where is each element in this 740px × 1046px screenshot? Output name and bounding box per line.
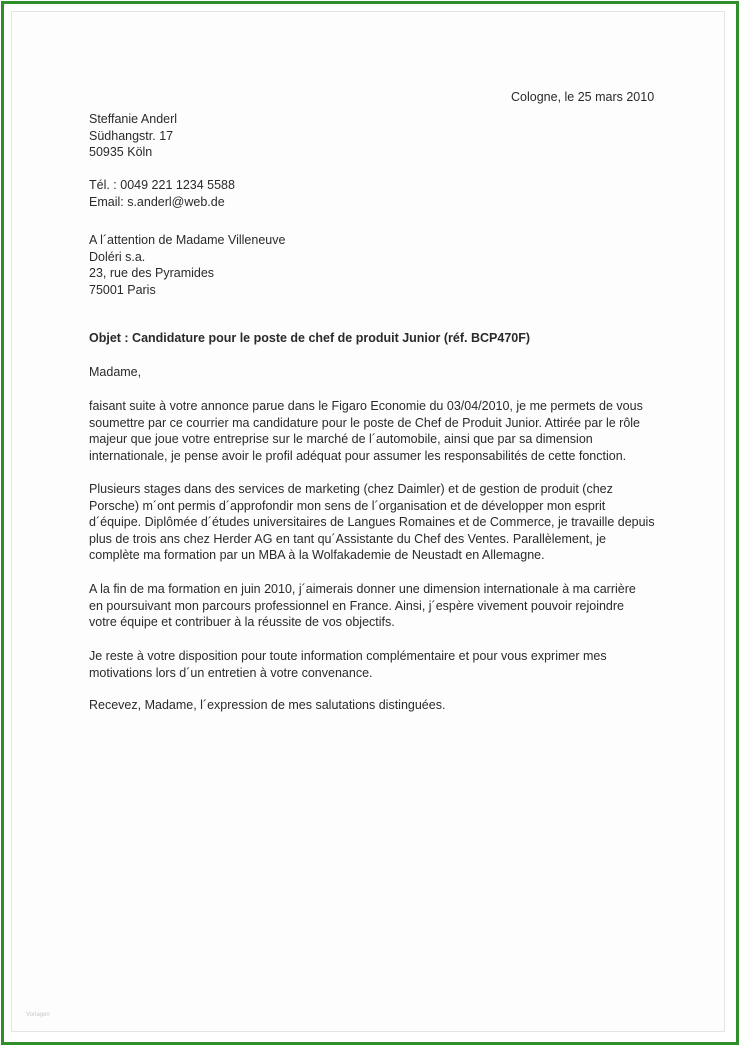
- recipient-company: Doléri s.a.: [89, 249, 146, 264]
- paragraph-line: Recevez, Madame, l´expression de mes salutations distinguées.: [89, 698, 446, 712]
- paragraph-4: [89, 648, 607, 681]
- sender-street: Südhangstr. 17: [89, 128, 174, 143]
- paragraph-1: [89, 398, 643, 464]
- paragraph-line: Plusieurs stages dans des services de marketing (chez Daimler) et de gestion de produit (chez: [89, 482, 613, 496]
- recipient-address: [89, 232, 285, 298]
- sender-city: 50935 Köln: [89, 145, 153, 159]
- recipient-attention: A l´attention de Madame Villeneuve: [89, 233, 286, 247]
- letter-salutation: [89, 364, 141, 381]
- sender-phone: Tél. : 0049 221 1234 5588: [89, 178, 235, 192]
- paragraph-line: internationale, je pense avoir le profil adéquat pour assumer les responsabilités de cette fonction.: [89, 448, 627, 463]
- paragraph-2: [89, 481, 655, 564]
- paragraph-line: votre équipe et contribuer à la réussite de vos objectifs.: [89, 615, 395, 629]
- paragraph-line: soumettre par ce courrier ma candidature pour le poste de Chef de Produit Junior. Attirée par le rôle: [89, 415, 640, 430]
- paragraph-line: en poursuivant mon parcours professionnel en France. Ainsi, j´espère vivement pouvoir rejoindre: [89, 598, 625, 613]
- sender-contact: [89, 177, 235, 210]
- paragraph-closing: [89, 697, 445, 714]
- paragraph-line: A la fin de ma formation en juin 2010, j´aimerais donner une dimension internationale à ma carrière: [89, 582, 636, 596]
- sender-email: Email: s.anderl@web.de: [89, 194, 225, 209]
- paragraph-line: majeur que joue votre entreprise sur le marché de l´automobile, ainsi que par sa dimension: [89, 432, 593, 446]
- letter-subject: Objet : Candidature pour le poste de chef de produit Junior (réf. BCP470F): [89, 331, 531, 345]
- paragraph-line: complète ma formation par un MBA à la Wolfakademie de Neustadt en Allemagne.: [89, 548, 545, 562]
- paragraph-line: Je reste à votre disposition pour toute information complémentaire et pour vous exprimer mes: [89, 649, 607, 663]
- paragraph-line: d´équipe. Diplômée d´études universitaires de Langues Romaines et de Commerce, je travaille depuis: [89, 515, 655, 529]
- paragraph-line: Porsche) m´ont permis d´approfondir mon sens de l´organisation et de développer mon esprit: [89, 498, 606, 513]
- paragraph-line: motivations lors d´un entretien à votre convenance.: [89, 665, 373, 680]
- sender-name: Steffanie Anderl: [89, 112, 178, 126]
- recipient-city: 75001 Paris: [89, 282, 156, 297]
- sender-address: [89, 111, 177, 161]
- paragraph-line: plus de trois ans chez Herder AG en tant qu´Assistante du Chef des Ventes. Parallèlement, je: [89, 531, 606, 546]
- letter-date: Cologne, le 25 mars 2010: [511, 90, 655, 104]
- recipient-street: 23, rue des Pyramides: [89, 266, 215, 280]
- watermark-text: Vorlagen: [26, 1012, 50, 1018]
- paragraph-3: [89, 581, 636, 631]
- salutation-text: Madame,: [89, 365, 142, 379]
- paragraph-line: faisant suite à votre annonce parue dans le Figaro Economie du 03/04/2010, je me permets de vous: [89, 399, 643, 413]
